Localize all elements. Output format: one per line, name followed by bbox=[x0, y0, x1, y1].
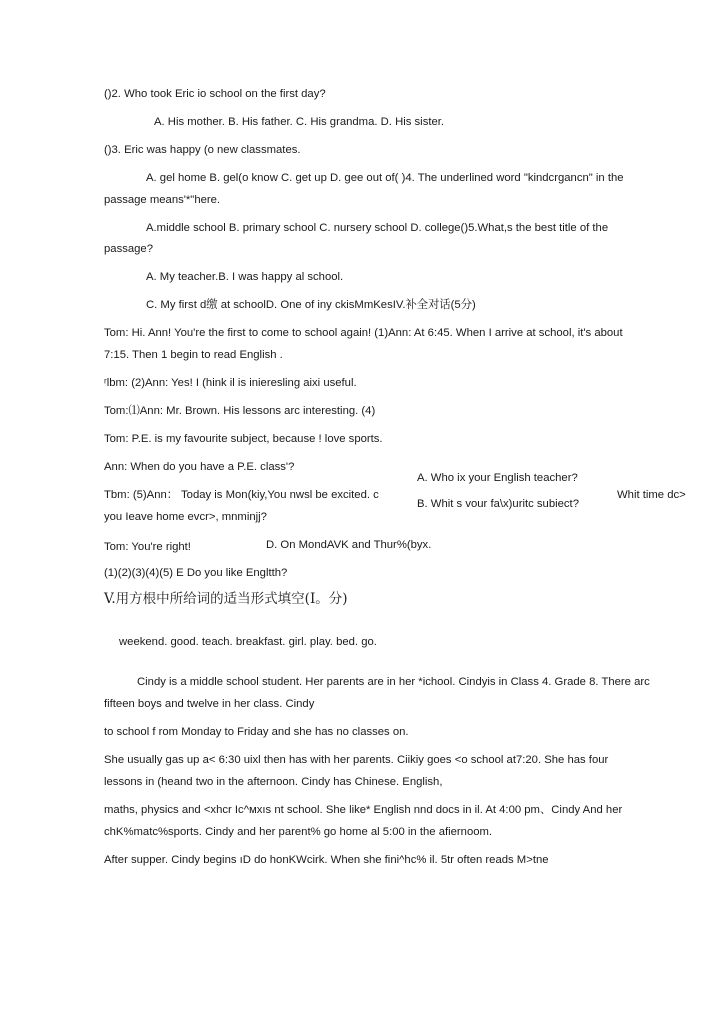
passage-line-5: lessons in (heand two in the afternoon. Cindy has Chinese. English, bbox=[104, 776, 443, 788]
dialogue-line-5: Ann: When do you have a P.E. class'? bbox=[104, 461, 295, 473]
question-4-options-cont: passage? bbox=[104, 243, 153, 255]
dialogue-line-4: Tom: P.E. is my favourite subject, because ! love sports. bbox=[104, 433, 383, 445]
dialogue-line-2: ʳlbm: (2)Ann: Yes! I (hink il is inieresling aixi useful. bbox=[104, 377, 357, 389]
question-3-options: A. gel home B. gel(o know C. get up D. gee out of( )4. The underlined word "kindcrgancn" in the bbox=[146, 172, 624, 184]
dialogue-line-6-right: Whit time dc> bbox=[617, 489, 686, 501]
question-2: ()2. Who took Eric io school on the first day? bbox=[104, 88, 326, 100]
question-3: ()3. Eric was happy (o new classmates. bbox=[104, 144, 301, 156]
dialogue-line-6-cont: you Ieave home evcr>, mnminjj? bbox=[104, 511, 267, 523]
passage-line-8: After supper. Cindy begins ıD do honKWcirk. When she fini^hc% il. 5tr often reads M>tne bbox=[104, 854, 549, 866]
passage-line-6: maths, physics and <xhcr Ic^мxıs nt school. She like* English nnd docs in il. At 4:00 pm、Cindy And her bbox=[104, 804, 623, 816]
question-4-options: A.middle school B. primary school C. nursery school D. college()5.What,s the best title of the bbox=[146, 222, 609, 234]
dialogue-option-a: A. Who ix your English teacher? bbox=[417, 472, 578, 484]
question-2-options: A. His mother. B. His father. C. His grandma. D. His sister. bbox=[154, 116, 445, 128]
passage-line-2: fifteen boys and twelve in her class. Cindy bbox=[104, 698, 315, 710]
section-5-heading: V.用方根中所给词的适当形式填空(І。分) bbox=[104, 591, 348, 607]
question-3-options-cont: passage means'*"here. bbox=[104, 194, 221, 206]
question-5-options-ab: A. My teacher.B. I was happy al school. bbox=[146, 271, 344, 283]
dialogue-line-6: Tbm: (5)Ann： Today is Mon(kiy,You nwsl be excited. c bbox=[104, 489, 379, 501]
question-5-options-cd: C. My first d缴 at schoolD. One of iny ckisMmKesIV.补全对话(5分) bbox=[146, 299, 476, 311]
dialogue-line-1-cont: 7:15. Then 1 begin to read English . bbox=[104, 349, 283, 361]
dialogue-line-3: Tom:⑴Ann: Mr. Brown. His lessons arc interesting. (4) bbox=[104, 405, 376, 417]
passage-line-1: Cindy is a middle school student. Her parents are in her *ichool. Cindyis in Class 4. Grade 8. There arc bbox=[137, 676, 650, 688]
answer-line: (1)(2)(3)(4)(5) E Do you like Engltth? bbox=[104, 567, 288, 579]
dialogue-option-b: B. Whit s vour fa\x)uritc subiect? bbox=[417, 498, 579, 510]
dialogue-option-d: D. On MondAVK and Thur%(byx. bbox=[266, 539, 432, 551]
word-bank: weekend. good. teach. breakfast. girl. play. bed. go. bbox=[119, 636, 377, 648]
dialogue-line-1: Tom: Hi. Ann! You're the first to come to school again! (1)Ann: At 6:45. When I arrive at school, it's about bbox=[104, 327, 623, 339]
dialogue-line-7: Tom: You're right! bbox=[104, 541, 191, 553]
passage-line-4: She usually gas up a< 6:30 uixl then has with her parents. Ciikiy goes <o school at7:20. She has four bbox=[104, 754, 609, 766]
passage-line-3: to school f rom Monday to Friday and she has no classes on. bbox=[104, 726, 409, 738]
passage-line-7: chK%matc%sports. Cindy and her parent% go home al 5:00 in the afiernoom. bbox=[104, 826, 493, 838]
